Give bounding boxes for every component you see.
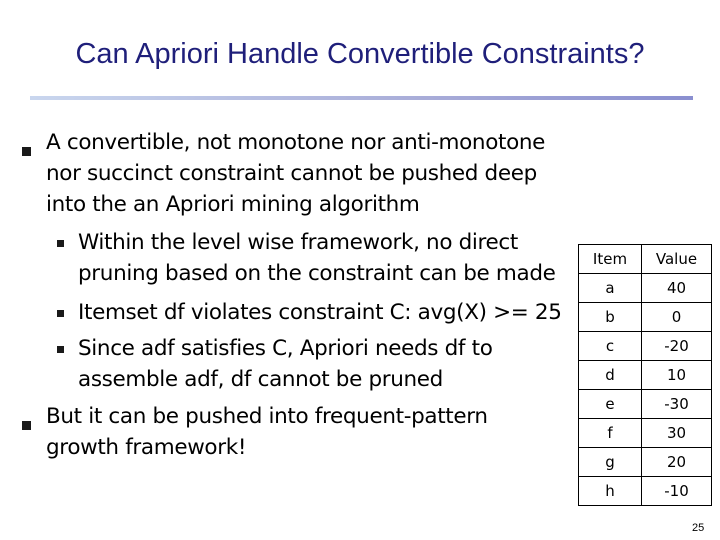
sub-bullet-adf-satisfies	[78, 333, 493, 395]
bullet-text: pruning based on the constraint can be made	[78, 261, 556, 286]
bullet-text: Since adf satisfies C, Apriori needs df to	[78, 336, 493, 361]
value-cell: -10	[642, 477, 712, 506]
bullet-text: nor succinct constraint cannot be pushed deep	[46, 161, 537, 186]
sub-bullet-square-icon	[57, 240, 64, 247]
value-cell: 30	[642, 419, 712, 448]
table-row	[579, 274, 712, 303]
sub-bullet-itemset-violates	[78, 297, 562, 328]
item-cell: d	[579, 361, 642, 390]
table-header-row	[579, 245, 712, 274]
item-cell: g	[579, 448, 642, 477]
sub-bullet-level-wise	[78, 227, 556, 289]
item-cell: f	[579, 419, 642, 448]
table-row	[579, 332, 712, 361]
page-number: 25	[692, 522, 705, 534]
column-header-item: Item	[579, 245, 642, 274]
bullet-text: into the an Apriori mining algorithm	[46, 192, 420, 217]
value-cell: 20	[642, 448, 712, 477]
table-row	[579, 303, 712, 332]
bullet-text: growth framework!	[46, 435, 247, 460]
bullet-convertible-constraint	[46, 127, 545, 220]
table-row	[579, 390, 712, 419]
item-cell: c	[579, 332, 642, 361]
table-row	[579, 448, 712, 477]
sub-bullet-square-icon	[57, 346, 64, 353]
item-cell: a	[579, 274, 642, 303]
bullet-text: But it can be pushed into frequent-pattern	[46, 404, 488, 429]
table-row	[579, 419, 712, 448]
value-cell: 0	[642, 303, 712, 332]
bullet-text: Itemset df violates constraint C: avg(X) >= 25	[78, 300, 562, 325]
column-header-value: Value	[642, 245, 712, 274]
slide-title: Can Apriori Handle Convertible Constraints?	[75, 38, 645, 70]
value-cell: -30	[642, 390, 712, 419]
value-cell: 40	[642, 274, 712, 303]
item-value-table	[578, 244, 712, 506]
bullet-square-icon	[22, 147, 31, 156]
table-row	[579, 477, 712, 506]
bullet-text: assemble adf, df cannot be pruned	[78, 367, 443, 392]
table-row	[579, 361, 712, 390]
value-cell: 10	[642, 361, 712, 390]
item-cell: h	[579, 477, 642, 506]
sub-bullet-square-icon	[57, 310, 64, 317]
value-cell: -20	[642, 332, 712, 361]
bullet-square-icon	[22, 421, 31, 430]
bullet-text: Within the level wise framework, no direct	[78, 230, 518, 255]
bullet-text: A convertible, not monotone nor anti-monotone	[46, 130, 546, 155]
item-cell: e	[579, 390, 642, 419]
bullet-frequent-pattern	[46, 401, 488, 463]
title-underline	[30, 96, 693, 100]
item-cell: b	[579, 303, 642, 332]
